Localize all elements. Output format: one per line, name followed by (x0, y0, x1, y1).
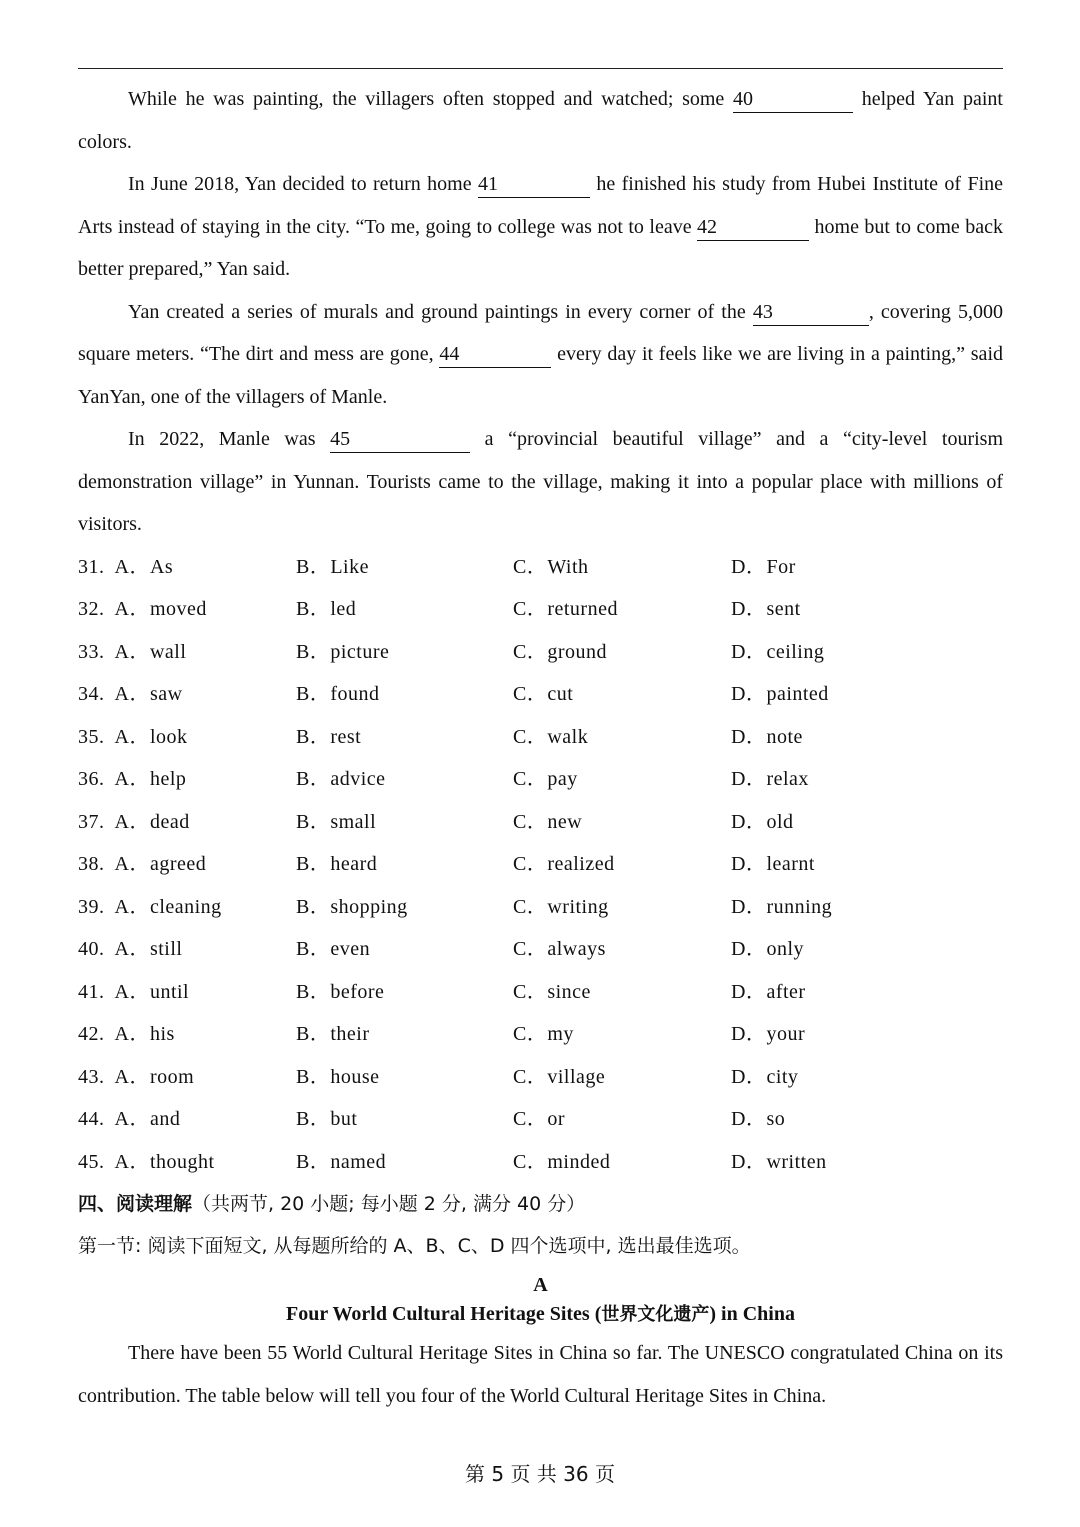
question-number: 42. (78, 1023, 105, 1045)
option-a[interactable] (78, 1141, 215, 1184)
option-b[interactable]: B．shopping (296, 895, 408, 918)
passage-text: helped Yan paint colors. (78, 88, 1003, 153)
option-a-text: A．As (114, 555, 174, 578)
option-a-text: A．until (114, 980, 190, 1003)
question-number: 41. (78, 980, 105, 1003)
passage-text: Yan created a series of murals and ground paintings in every corner of the (128, 300, 753, 323)
title-chinese: 世界文化遗产 (601, 1304, 710, 1325)
passage-paragraph-3 (78, 291, 1003, 419)
option-a[interactable] (78, 971, 189, 1014)
option-b[interactable]: B．their (296, 1023, 370, 1045)
passage-letter: A (533, 1274, 548, 1296)
option-a[interactable] (78, 546, 173, 589)
question-row (78, 1013, 1003, 1056)
option-b[interactable]: B．small (296, 810, 377, 833)
option-a[interactable] (78, 1013, 175, 1056)
option-c[interactable]: C．new (513, 810, 583, 833)
question-row (78, 673, 1003, 716)
question-row (78, 588, 1003, 631)
option-c[interactable]: C．village (513, 1065, 606, 1088)
option-a-text: A．thought (114, 1150, 215, 1173)
options-list (78, 546, 1003, 1184)
option-d[interactable]: D．old (731, 810, 794, 833)
option-a-text: A．his (114, 1023, 175, 1045)
option-a[interactable] (78, 928, 182, 971)
option-b[interactable]: B．rest (296, 725, 362, 748)
option-a[interactable] (78, 843, 206, 886)
option-b[interactable]: B．even (296, 938, 371, 960)
option-c[interactable]: C．or (513, 1108, 565, 1130)
option-d[interactable]: D．your (731, 1023, 806, 1045)
question-number: 43. (78, 1065, 105, 1088)
option-b[interactable]: B．before (296, 980, 385, 1003)
question-number: 38. (78, 853, 105, 875)
passage-paragraph-4 (78, 418, 1003, 546)
option-a-text: A．agreed (114, 853, 207, 875)
question-number: 40. (78, 938, 105, 960)
option-a[interactable] (78, 673, 183, 716)
section-note: （共两节, 20 小题; 每小题 2 分, 满分 40 分） (192, 1193, 586, 1215)
option-a-text: A．saw (114, 683, 183, 705)
question-number: 37. (78, 810, 105, 833)
option-d[interactable]: D．city (731, 1065, 799, 1088)
option-c[interactable]: C．writing (513, 895, 609, 918)
option-b[interactable]: B．Like (296, 555, 369, 578)
section-title: 四、阅读理解 (78, 1193, 193, 1215)
question-row (78, 928, 1003, 971)
question-row (78, 843, 1003, 886)
option-d[interactable]: D．relax (731, 768, 809, 790)
section-heading (78, 1183, 1003, 1225)
option-a-text: A．cleaning (114, 895, 222, 918)
option-b[interactable]: B．advice (296, 768, 386, 790)
question-number: 35. (78, 725, 105, 748)
answer-blank-44[interactable]: 44 (439, 341, 551, 368)
option-b[interactable]: B．house (296, 1065, 380, 1088)
answer-blank-42[interactable]: 42 (697, 214, 809, 241)
passage-text: a “provincial beautiful village” and a “city-level tourism demonstration village” in Yunnan. Tourists came to the village, making it into a popular place with millions of visitors. (78, 428, 1003, 535)
question-number: 33. (78, 640, 105, 663)
passage-text: While he was painting, the villagers often stopped and watched; some (128, 88, 733, 110)
question-number: 44. (78, 1108, 105, 1130)
option-d[interactable]: D．running (731, 895, 833, 918)
option-d[interactable]: D．learnt (731, 853, 815, 875)
option-a-text: A．wall (114, 640, 187, 663)
passage-title (78, 1299, 1003, 1330)
option-a-text: A．look (114, 725, 188, 748)
question-number: 32. (78, 598, 105, 620)
option-a[interactable] (78, 1098, 180, 1141)
option-d[interactable]: D．so (731, 1108, 786, 1130)
option-b[interactable]: B．named (296, 1150, 387, 1173)
option-a-text: A．and (114, 1108, 181, 1130)
option-c[interactable]: C．returned (513, 598, 618, 620)
option-a-text: A．room (114, 1065, 195, 1088)
question-row (78, 1056, 1003, 1099)
page-footer: 第 5 页 共 36 页 (465, 1462, 615, 1486)
answer-blank-43[interactable]: 43 (753, 299, 869, 326)
option-a[interactable] (78, 631, 186, 674)
answer-blank-41[interactable]: 41 (478, 171, 590, 198)
option-b[interactable]: B．led (296, 598, 357, 620)
passage-paragraph-2 (78, 163, 1003, 291)
passage-text: In 2022, Manle was (128, 428, 331, 450)
question-number: 34. (78, 683, 105, 705)
option-d[interactable]: D．sent (731, 598, 801, 620)
option-d[interactable]: D．ceiling (731, 640, 825, 663)
option-b[interactable]: B．but (296, 1108, 358, 1130)
option-a[interactable] (78, 1056, 194, 1099)
reading-a-intro: There have been 55 World Cultural Heritage Sites in China so far. The UNESCO congratulated China on its contribution. The table below will tell you four of the World Cultural Heritage Sites in China. (78, 1342, 1003, 1407)
option-d[interactable]: D．painted (731, 683, 829, 705)
answer-blank-40[interactable]: 40 (733, 86, 853, 113)
option-c[interactable]: C．minded (513, 1150, 611, 1173)
question-row (78, 758, 1003, 801)
option-c[interactable]: C．walk (513, 725, 589, 748)
option-a[interactable] (78, 758, 186, 801)
option-a[interactable] (78, 801, 190, 844)
option-a[interactable] (78, 886, 222, 929)
option-c[interactable]: C．cut (513, 683, 574, 705)
option-d[interactable]: D．note (731, 725, 803, 748)
option-a-text: A．dead (114, 810, 190, 833)
question-number: 45. (78, 1150, 105, 1173)
title-part: Four World Cultural Heritage Sites ( (286, 1303, 602, 1325)
passage-text: he finished his study from Hubei Institute of Fine Arts instead of staying in the city. “To me, going to college was not to leave (78, 173, 1004, 238)
question-row (78, 801, 1003, 844)
question-row (78, 631, 1003, 674)
question-number: 31. (78, 555, 105, 578)
title-part: ) in China (709, 1303, 795, 1325)
question-row (78, 886, 1003, 929)
question-row (78, 546, 1003, 589)
question-number: 36. (78, 768, 105, 790)
question-row (78, 1141, 1003, 1184)
option-c[interactable]: C．realized (513, 853, 615, 875)
passage-text: every day it feels like we are living in a painting,” said YanYan, one of the villagers of Manle. (78, 343, 1003, 408)
option-b[interactable]: B．found (296, 683, 380, 705)
option-a-text: A．still (114, 938, 183, 960)
section-instruction: 第一节: 阅读下面短文, 从每题所给的 A、B、C、D 四个选项中, 选出最佳选项。 (78, 1235, 751, 1257)
option-d[interactable]: D．written (731, 1150, 827, 1173)
passage-text: , covering 5,000 square meters. “The dirt and mess are gone, (78, 300, 1003, 365)
option-a-text: A．help (114, 768, 187, 790)
question-row (78, 971, 1003, 1014)
option-a[interactable] (78, 716, 188, 759)
header-rule (78, 68, 1003, 69)
passage-text: home but to come back better prepared,” Yan said. (78, 215, 1003, 280)
option-c[interactable]: C．since (513, 980, 591, 1003)
passage-text: In June 2018, Yan decided to return home (128, 173, 478, 195)
option-d[interactable]: D．For (731, 555, 796, 578)
option-d[interactable]: D．after (731, 980, 806, 1003)
question-row (78, 716, 1003, 759)
answer-blank-45[interactable]: 45 (330, 426, 470, 453)
option-b[interactable]: B．heard (296, 853, 378, 875)
option-c[interactable]: C．my (513, 1023, 574, 1045)
page-content (78, 78, 1003, 1417)
option-c[interactable]: C．With (513, 555, 589, 578)
option-c[interactable]: C．pay (513, 768, 578, 790)
option-d[interactable]: D．only (731, 938, 804, 960)
option-b[interactable]: B．picture (296, 640, 390, 663)
passage-paragraph-1 (78, 78, 1003, 163)
option-a[interactable] (78, 588, 207, 631)
question-number: 39. (78, 895, 105, 918)
option-c[interactable]: C．ground (513, 640, 607, 663)
question-row (78, 1098, 1003, 1141)
option-c[interactable]: C．always (513, 938, 606, 960)
option-a-text: A．moved (114, 598, 207, 620)
